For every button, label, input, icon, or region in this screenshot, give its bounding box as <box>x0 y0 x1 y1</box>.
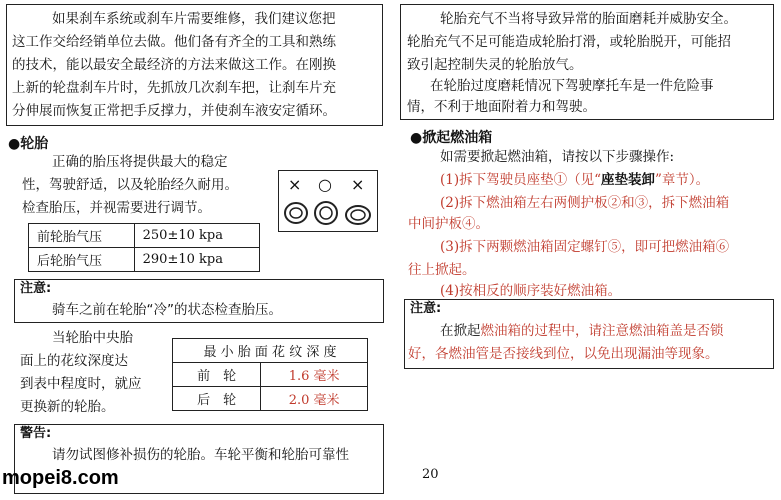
step-2-line: 中间护板④。 <box>408 216 489 232</box>
table-row <box>29 248 260 272</box>
intro-line: 如果刹车系统或刹车片需要维修，我们建议您把 <box>52 11 336 27</box>
tires-line: 性，驾驶舒适，以及轮胎经久耐用。 <box>22 177 238 193</box>
tread-line: 面上的花纹深度达 <box>20 353 128 369</box>
table-row <box>29 224 260 248</box>
table-row <box>173 387 368 411</box>
inflation-line: 轮胎充气不当将导致异常的胎面磨耗并威胁安全。 <box>440 11 737 27</box>
step-3-line: 往上掀起。 <box>408 262 476 278</box>
intro-line: 的技术，能以最安全最经济的方法来做这工作。在刚换 <box>12 57 336 73</box>
step-3-line: (3)拆下两颗燃油箱固定螺钉⑤，即可把燃油箱⑥ <box>440 239 730 255</box>
step-4: (4)按相反的顺序装好燃油箱。 <box>440 283 622 299</box>
tread-line: 更换新的轮胎。 <box>20 399 115 415</box>
note-text: 骑车之前在轮胎“冷”的状态检查胎压。 <box>52 302 282 318</box>
tire-mark-bad: × <box>288 175 302 194</box>
tires-line: 检查胎压，并视需要进行调节。 <box>22 200 211 216</box>
table-row <box>173 363 368 387</box>
fuel-note-title: 注意: <box>410 301 442 316</box>
watermark-logo: mopei8.com <box>2 467 119 489</box>
step-2-line: (2)拆下燃油箱左右两侧护板②和③，拆下燃油箱 <box>440 195 730 211</box>
tread-value: 1.6 毫米 <box>261 363 368 387</box>
table-row <box>173 339 368 363</box>
pressure-value: 290±10 kpa <box>134 248 259 272</box>
warning-text: 请勿试图修补损伤的轮胎。车轮平衡和轮胎可靠性 <box>52 447 349 463</box>
tread-line: 到表中程度时，就应 <box>20 376 142 392</box>
inflation-line: 轮胎充气不足可能造成轮胎打滑，或轮胎脱开，可能招 <box>407 34 731 50</box>
fuel-tank-heading: ●掀起燃油箱 <box>410 130 493 146</box>
pressure-table <box>28 223 260 272</box>
fuel-note-red: 燃油箱的过程中，请注意燃油箱盖是否锁 <box>480 323 724 339</box>
pressure-label: 前轮胎气压 <box>29 224 135 248</box>
tires-line: 正确的胎压将提供最大的稳定 <box>52 154 228 170</box>
fuel-note-pre: 在掀起 <box>440 323 481 339</box>
tread-label: 后 轮 <box>173 387 261 411</box>
page-number: 20 <box>422 467 439 482</box>
tire-icon <box>282 198 374 228</box>
pressure-label: 后轮胎气压 <box>29 248 135 272</box>
tread-line: 当轮胎中央胎 <box>52 330 133 346</box>
tread-label: 前 轮 <box>173 363 261 387</box>
tire-mark-good: ○ <box>318 175 332 194</box>
intro-line: 分伸展而恢复正常把手反撑力，并使刹车液安定循环。 <box>12 103 336 119</box>
tread-depth-table <box>172 338 368 411</box>
step-1 <box>440 169 709 192</box>
intro-line: 这工作交给经销单位去做。他们备有齐全的工具和熟练 <box>12 34 336 50</box>
warning-title: 警告: <box>20 426 52 441</box>
pressure-value: 250±10 kpa <box>134 224 259 248</box>
tread-table-header: 最 小 胎 面 花 纹 深 度 <box>173 339 368 363</box>
fuel-note-line <box>440 320 724 343</box>
inflation-line: 在轮胎过度磨耗情况下驾驶摩托车是一件危险事 <box>430 78 714 94</box>
inflation-line: 情，不利于地面附着力和驾驶。 <box>407 99 596 115</box>
intro-line: 上新的轮盘刹车片时，先抓放几次刹车把，让刹车片充 <box>12 80 336 96</box>
inflation-line: 致引起控制失灵的轮胎放气。 <box>407 57 583 73</box>
step-1-post: ”章节）。 <box>655 172 710 188</box>
tire-mark-bad: × <box>351 175 365 194</box>
step-1-pre: (1)拆下驾驶员座垫①（见“ <box>440 172 602 188</box>
tread-value: 2.0 毫米 <box>261 387 368 411</box>
tires-heading: ●轮胎 <box>8 136 49 152</box>
fuel-tank-intro: 如需要掀起燃油箱，请按以下步骤操作: <box>440 149 675 165</box>
fuel-note-line: 好，各燃油管是否接线到位，以免出现漏油等现象。 <box>408 346 719 362</box>
step-1-bold: 座垫装卸 <box>601 172 656 188</box>
note-title: 注意: <box>20 281 52 296</box>
